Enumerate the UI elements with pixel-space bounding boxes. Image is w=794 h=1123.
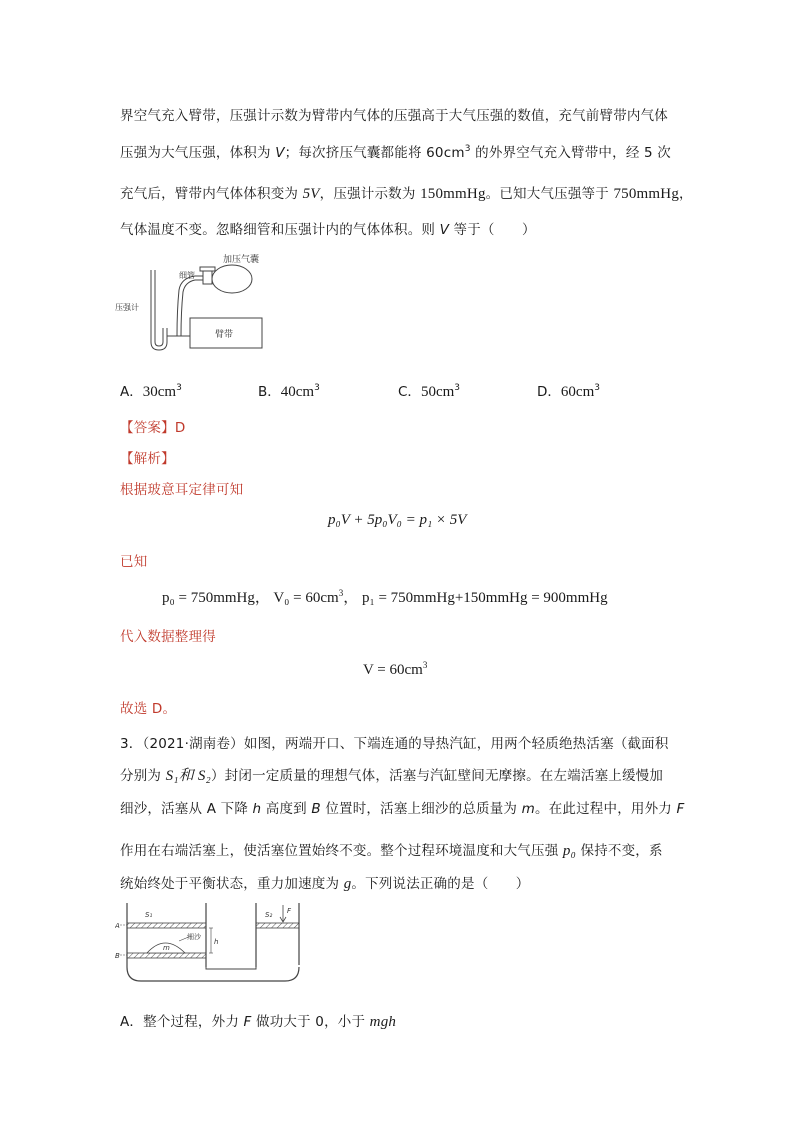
q2-answer-label: 【答案】: [120, 420, 175, 436]
q2-line2-sup: 3: [464, 144, 471, 154]
q2-eq2-p0: p₀ = 750mmHg，: [162, 590, 270, 606]
q3-line5-text-b: 。下列说法正确的是（ ）: [351, 876, 530, 892]
q2-equation-2: [162, 586, 608, 607]
q2-line4-text-b: 等于（ ）: [449, 222, 536, 238]
q2-answer: [120, 416, 185, 436]
q3-option-a-text-b: 做功大于 0，小于: [251, 1014, 370, 1030]
q2-line3-value-2: 750mmHg: [613, 186, 680, 202]
q2-text-line-1: 界空气充入臂带，压强计示数为臂带内气体的压强高于大气压强的数值，充气前臂带内气体: [120, 108, 668, 124]
q3-figure-label-s2: S₂: [265, 911, 273, 919]
q3-figure-label-s1: S₁: [145, 911, 153, 919]
q3-line5-text-a: 统始终处于平衡状态，重力加速度为: [120, 876, 344, 892]
q2-text-line-3: [120, 182, 693, 203]
q2-line2-text-b: ；每次挤压气囊都能将 60cm: [284, 145, 465, 161]
q2-equation-1: p₀V + 5p₀V₀ = p₁ × 5V: [328, 512, 467, 528]
q2-option-a-letter: A．: [120, 384, 143, 400]
q3-line4-text-a: 作用在右端活塞上，使活塞位置始终不变。整个过程环境温度和大气压强: [120, 843, 563, 859]
q2-option-c-value: 50cm: [420, 384, 455, 400]
q2-law-text: 根据玻意耳定律可知: [120, 482, 244, 498]
q2-figure-label-gauge: 压强计: [115, 303, 139, 312]
q3-line4-p0: p₀: [562, 843, 577, 859]
q2-option-a-value: 30cm: [142, 384, 177, 400]
q2-line4-var-v: V: [439, 222, 450, 238]
q2-eq2-p1: p₁ = 750mmHg+150mmHg = 900mmHg: [361, 590, 608, 606]
q2-answer-value: D: [174, 420, 186, 436]
q2-text-line-2: [120, 141, 671, 161]
q2-option-c: [398, 380, 460, 401]
q2-line4-text-a: 气体温度不变。忽略细管和压强计内的气体体积。则: [120, 222, 440, 238]
q2-conclusion: 故选 D。: [120, 701, 177, 717]
q3-text-line-2: [120, 764, 663, 785]
q2-option-a-sup: 3: [176, 383, 182, 393]
q2-eq3-sup: 3: [422, 660, 428, 670]
q2-line3-5v: 5V: [302, 186, 320, 202]
q2-option-c-sup: 3: [454, 383, 460, 393]
q2-substitute-text: 代入数据整理得: [120, 629, 216, 645]
q3-line3-f: F: [676, 801, 685, 817]
q3-figure-label-sand: 细沙: [187, 933, 201, 941]
q3-text-line-1: 3．（2021·湖南卷）如图，两端开口、下端连通的导热汽缸，用两个轻质绝热活塞（截面积: [120, 736, 669, 752]
q3-line3-h: h: [252, 801, 262, 817]
q2-line2-text-a: 压强为大气压强，体积为: [120, 145, 276, 161]
q2-line3-text-a: 充气后，臂带内气体体积变为: [120, 186, 303, 202]
q2-line2-var-v: V: [275, 145, 285, 161]
q2-option-d-sup: 3: [594, 383, 600, 393]
q3-cylinder-figure: [115, 903, 307, 983]
q3-line3-b: B: [311, 801, 321, 817]
q2-eq2-v0: V₀ = 60cm: [273, 590, 339, 606]
q3-figure-label-a: A: [115, 922, 120, 930]
q2-option-d-letter: D．: [537, 384, 561, 400]
q3-option-a-mgh: mgh: [369, 1014, 397, 1030]
q2-option-c-letter: C．: [398, 384, 421, 400]
q2-blood-pressure-figure: [115, 250, 275, 355]
q2-known-text: 已知: [120, 554, 148, 570]
q3-figure-label-f: F: [287, 907, 292, 915]
q3-line3-text-b: 高度到: [261, 801, 312, 817]
q3-text-line-3: [120, 797, 684, 817]
q3-text-line-4: [120, 839, 663, 860]
q3-line3-text-d: 。在此过程中，用外力: [535, 801, 677, 817]
q2-eq3-body: V = 60cm: [363, 662, 423, 678]
q2-figure-label-pump: 加压气囊: [223, 255, 260, 265]
q2-option-b-letter: B．: [258, 384, 281, 400]
q2-equation-3: [363, 660, 427, 679]
q3-text-line-5: [120, 872, 530, 893]
q3-figure-label-b: B: [115, 952, 120, 960]
q3-figure-label-m: m: [163, 944, 170, 952]
q2-option-b-sup: 3: [314, 383, 320, 393]
q2-text-line-4: [120, 218, 536, 238]
q2-eq2-comma: ，: [343, 590, 359, 606]
q3-figure-label-h: h: [214, 938, 219, 946]
q2-option-d: [537, 380, 600, 401]
q2-option-b-value: 40cm: [280, 384, 315, 400]
q2-line3-text-b: ，压强计示数为: [319, 186, 421, 202]
q3-line3-text-c: 位置时，活塞上细沙的总质量为: [320, 801, 522, 817]
q2-option-a: [120, 380, 182, 401]
q3-option-a-text-a: A．整个过程，外力: [120, 1014, 244, 1030]
q3-line3-text-a: 细沙，活塞从 A 下降: [120, 801, 253, 817]
q2-line2-text-c: 的外界空气充入臂带中，经 5 次: [470, 145, 671, 161]
q3-line2-areas: S₁和 S₂: [165, 768, 211, 784]
q2-line3-text-c: 。已知大气压强等于: [485, 186, 614, 202]
q2-option-b: [258, 380, 320, 401]
q2-figure-label-band: 臂带: [215, 330, 234, 340]
q2-figure-label-tube: 细管: [179, 271, 195, 280]
q2-eq2-v0-sup: 3: [338, 588, 344, 598]
q2-option-d-value: 60cm: [560, 384, 595, 400]
q3-line5-g: g: [343, 876, 352, 892]
q3-line3-m: m: [521, 801, 535, 817]
q2-line3-text-d: ，: [679, 186, 693, 202]
q3-line4-text-b: 保持不变，系: [576, 843, 663, 859]
q3-option-a: [120, 1010, 396, 1031]
q3-line2-text-a: 分别为: [120, 768, 166, 784]
q3-line2-text-b: ）封闭一定质量的理想气体，活塞与汽缸壁间无摩擦。在左端活塞上缓慢加: [210, 768, 664, 784]
q3-option-a-f: F: [243, 1014, 252, 1030]
q2-analysis-label: 【解析】: [120, 451, 175, 467]
q2-line3-value-1: 150mmHg: [420, 186, 486, 202]
